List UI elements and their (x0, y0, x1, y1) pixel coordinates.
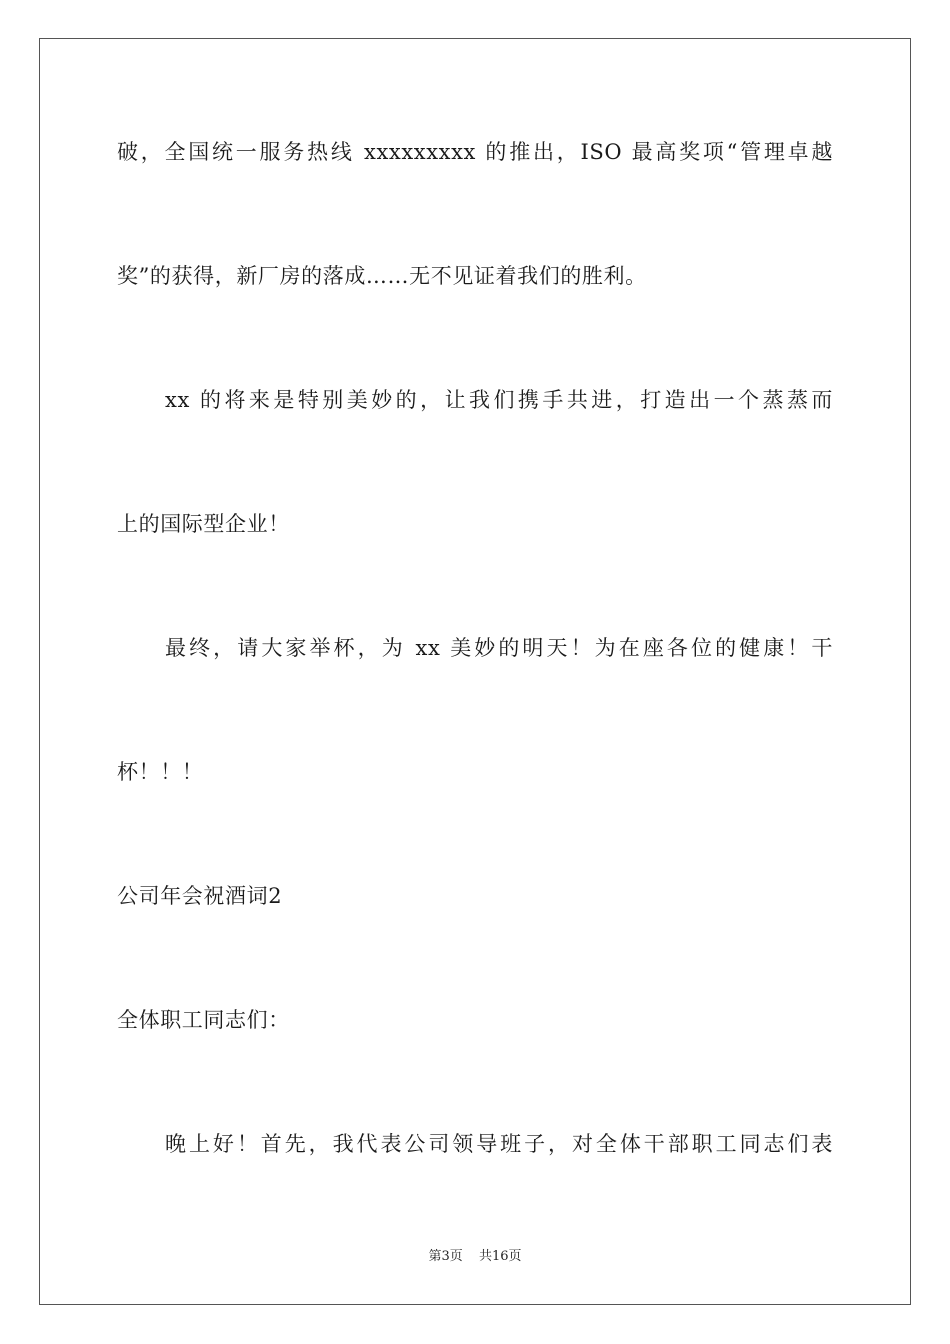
body-text-line: 晚上好！首先，我代表公司领导班子，对全体干部职工同志们表 (165, 1132, 833, 1156)
body-text-line: 最终，请大家举杯，为 xx 美妙的明天！为在座各位的健康！干 (165, 636, 833, 660)
body-text-line: 奖”的获得，新厂房的落成……无不见证着我们的胜利。 (117, 264, 647, 288)
body-text-line: 上的国际型企业！ (117, 512, 290, 536)
salutation-line: 全体职工同志们： (117, 1008, 290, 1032)
body-text-line: 杯！！！ (117, 760, 204, 784)
page-border (39, 38, 911, 1305)
page-number: 第3页 (428, 1249, 463, 1264)
section-heading: 公司年会祝酒词2 (117, 884, 283, 908)
page-footer (0, 1248, 950, 1266)
page-total: 共16页 (478, 1249, 522, 1264)
body-text-line: xx 的将来是特别美妙的，让我们携手共进，打造出一个蒸蒸而 (165, 388, 833, 412)
body-text-line: 破，全国统一服务热线 xxxxxxxxx 的推出，ISO 最高奖项“管理卓越 (117, 140, 833, 164)
